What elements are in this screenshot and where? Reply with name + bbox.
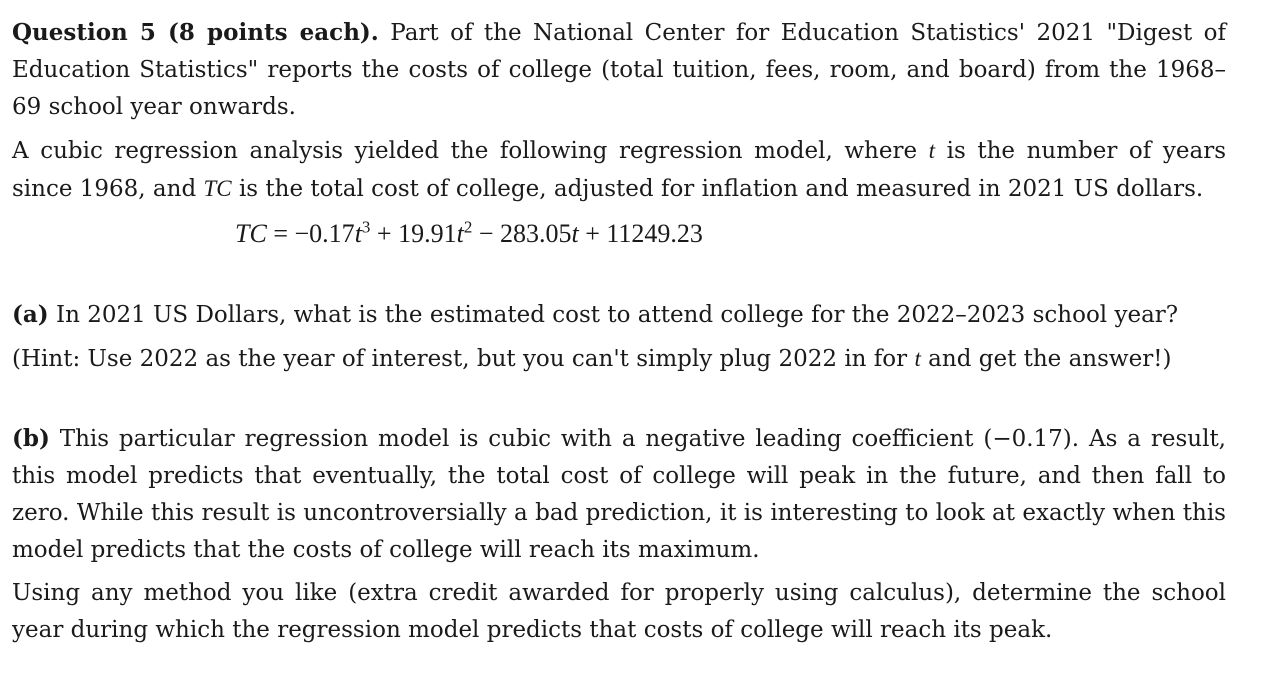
var-t: t [928, 138, 936, 163]
eq-plus2: + 11249.23 [578, 219, 703, 248]
eq-t2: t [456, 219, 464, 248]
intro-text: Part of the National Center for Education Statistics' 2021 "Digest of Education Statistics" reports the costs of college (total tuition, fees, room, and board) from the 1968–69 school year onwards. [12, 20, 1227, 120]
hint-var-t: t [914, 346, 921, 371]
question-heading: Question 5 (8 points each). [12, 19, 379, 46]
question-intro [12, 14, 1226, 126]
eq-t3: t [571, 219, 579, 248]
eq-exp1: 3 [361, 217, 371, 237]
part-b-instruction: Using any method you like (extra credit awarded for properly using calculus), determine the school year during which the regression model predicts that costs of college will reach its peak. [12, 580, 1226, 643]
model-text-2: is the number of years since 1968, and [12, 138, 1226, 202]
var-tc: TC [203, 176, 232, 201]
part-b [12, 420, 1226, 569]
part-a-hint [12, 340, 1226, 378]
regression-equation [12, 216, 1226, 252]
model-text-3: is the total cost of college, adjusted for inflation and measured in 2021 US dollars. [231, 176, 1204, 202]
hint-text-1: (Hint: Use 2022 as the year of interest, but you can't simply plug 2022 in for [12, 346, 915, 372]
eq-plus1: + 19.91 [370, 219, 457, 248]
hint-text-2: and get the answer!) [920, 346, 1172, 372]
part-b-text: This particular regression model is cubic with a negative leading coefficient (−0.17). As a result, this model predicts that eventually, the total cost of college will peak in the future, and then fall to zero. While this result is uncontroversially a bad prediction, it is interesting to look at exactly when this model predicts that the costs of college will reach its maximum. [12, 426, 1226, 563]
model-description [12, 132, 1226, 208]
eq-lhs: TC [235, 219, 267, 248]
part-a [12, 296, 1226, 334]
eq-exp2: 2 [463, 217, 473, 237]
part-b-label: (b) [12, 425, 50, 452]
eq-eq: = −0.17 [266, 219, 355, 248]
part-a-label: (a) [12, 301, 49, 328]
eq-minus: − 283.05 [472, 219, 572, 248]
eq-t1: t [354, 219, 362, 248]
model-text-1: A cubic regression analysis yielded the following regression model, where [12, 138, 929, 164]
part-a-text: In 2021 US Dollars, what is the estimated cost to attend college for the 2022–2023 school year? [48, 302, 1179, 328]
